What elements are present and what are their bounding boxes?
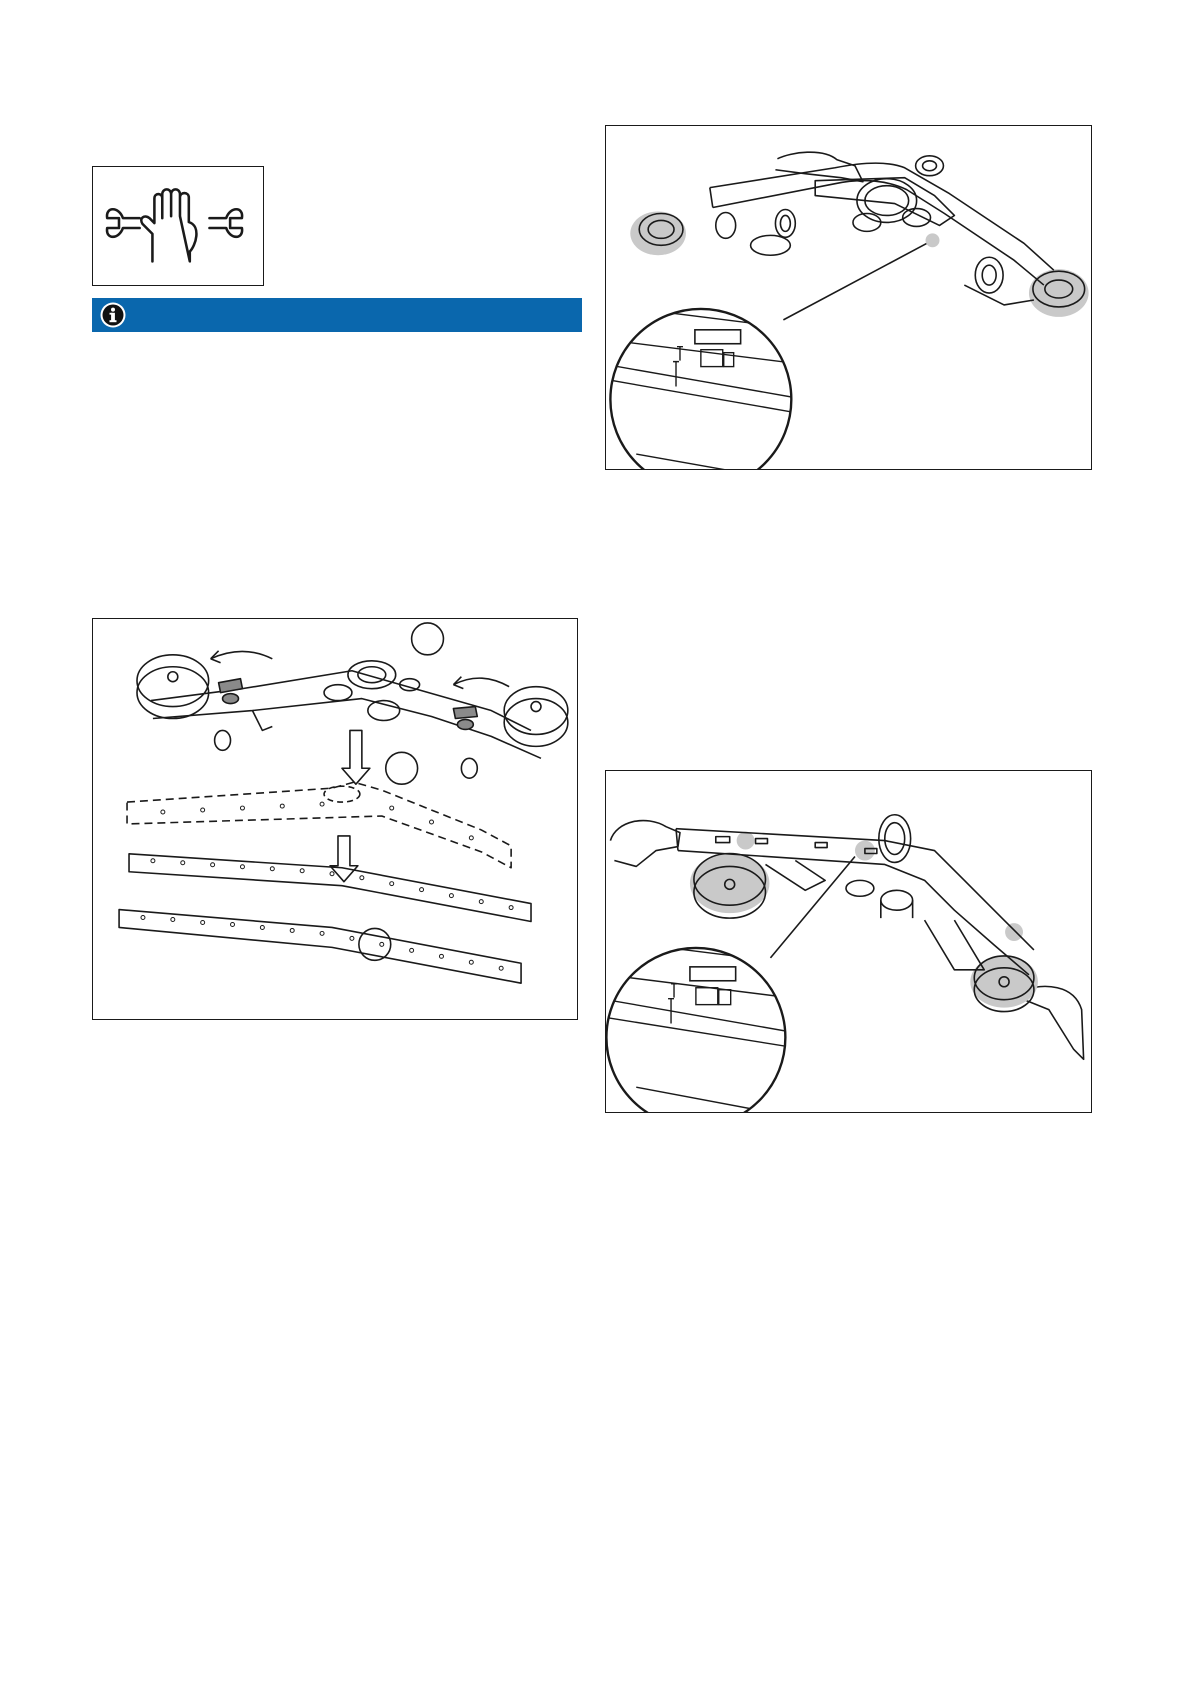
figure-blade-replacement-exploded	[92, 618, 578, 1020]
ppe-gloves-pictogram	[92, 166, 264, 286]
info-icon	[100, 302, 126, 328]
figure-blade-height-check-rear	[605, 770, 1092, 1113]
squeegee-exploded-illustration	[93, 619, 577, 1019]
squeegee-illustration	[606, 126, 1091, 469]
squeegee-rear-illustration	[606, 771, 1091, 1112]
figure-blade-height-check-front	[605, 125, 1092, 470]
info-banner	[92, 298, 582, 332]
wrench-glove-wrench-icon	[93, 167, 263, 285]
